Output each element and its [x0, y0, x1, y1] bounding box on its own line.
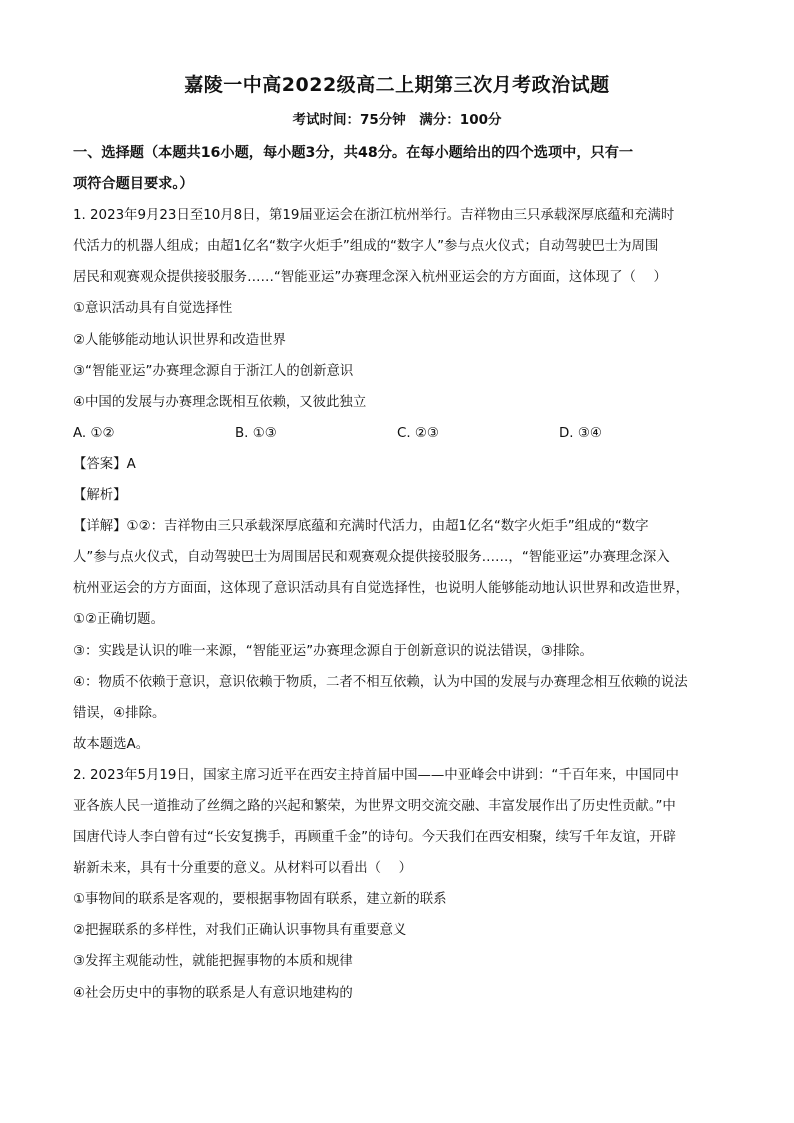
q2-item: ④社会历史中的事物的联系是人有意识地建构的 [73, 985, 353, 1001]
question-1 [73, 200, 723, 760]
q1-detail-line: 杭州亚运会的方方面面，这体现了意识活动具有自觉选择性，也说明人能够能动地认识世界和改造世界， [73, 581, 689, 597]
q1-detail-line: 人”参与点火仪式，自动驾驶巴士为周围居民和观赛观众提供接驳服务……，“智能亚运”办赛理念深入 [73, 550, 670, 566]
q2-item: ①事物间的联系是客观的，要根据事物固有联系，建立新的联系 [73, 892, 447, 908]
q1-stem-line: 1. 2023年9月23日至10月8日，第19届亚运会在浙江杭州举行。吉祥物由三只承载深厚底蕴和充满时 [73, 208, 675, 224]
section-heading-line-2: 项符合题目要求。） [73, 176, 194, 193]
q1-stem-line: 代活力的机器人组成；由超1亿名“数字火炬手”组成的“数字人”参与点火仪式；自动驾驶巴士为周围 [73, 239, 659, 255]
question-2 [73, 760, 723, 1009]
q2-item: ②把握联系的多样性，对我们正确认识事物具有重要意义 [73, 923, 407, 939]
q2-stem-line: 亚各族人民一道推动了丝绸之路的兴起和繁荣，为世界文明交流交融、丰富发展作出了历史性贡献。”中 [73, 798, 676, 814]
answer-label: 【答案】 [73, 456, 127, 472]
q1-detail-line: 错误，④排除。 [73, 705, 166, 721]
section-heading-line-1: 一、选择题（本题共16小题，每小题3分，共48分。在每小题给出的四个选项中，只有一 [73, 145, 634, 161]
q1-detail-line: ③：实践是认识的唯一来源，“智能亚运”办赛理念源自于创新意识的说法错误，③排除。 [73, 643, 593, 659]
q1-options [73, 418, 723, 449]
q1-analysis-label: 【解析】 [73, 488, 127, 504]
q1-item: ③“智能亚运”办赛理念源自于浙江人的创新意识 [73, 363, 354, 379]
q1-item: ④中国的发展与办赛理念既相互依赖，又彼此独立 [73, 394, 367, 410]
q1-option-a: A. ①② [73, 425, 115, 441]
q1-item: ①意识活动具有自觉选择性 [73, 301, 233, 317]
q1-answer [73, 449, 723, 480]
q1-option-d: D. ③④ [559, 425, 602, 441]
q1-option-c: C. ②③ [397, 425, 439, 441]
exam-info: 考试时间：75分钟 满分：100分 [292, 112, 502, 128]
q1-stem-line: 居民和观赛观众提供接驳服务……“智能亚运”办赛理念深入杭州亚运会的方方面面，这体现了（ ） [73, 270, 667, 286]
answer-value: A [126, 456, 136, 472]
q2-stem-line: 崭新未来，具有十分重要的意义。从材料可以看出（ ） [73, 861, 413, 877]
q2-item: ③发挥主观能动性，就能把握事物的本质和规律 [73, 954, 353, 970]
q1-detail-line: 故本题选A。 [73, 736, 150, 752]
q1-item: ②人能够能动地认识世界和改造世界 [73, 332, 286, 348]
q1-detail-line: 【详解】①②：吉祥物由三只承载深厚底蕴和充满时代活力，由超1亿名“数字火炬手”组成的“数字 [73, 519, 649, 535]
q1-option-b: B. ①③ [235, 425, 277, 441]
q1-detail-line: ①②正确切题。 [73, 612, 164, 628]
q2-stem-line: 2. 2023年5月19日，国家主席习近平在西安主持首届中国——中亚峰会中讲到：“千百年来，中国同中 [73, 767, 679, 783]
q1-detail-line: ④：物质不依赖于意识，意识依赖于物质，二者不相互依赖，认为中国的发展与办赛理念相互依赖的说法 [73, 674, 688, 690]
q2-stem-line: 国唐代诗人李白曾有过“长安复携手，再顾重千金”的诗句。今天我们在西安相聚，续写千年友谊，开辟 [73, 830, 677, 846]
exam-content [73, 138, 723, 1009]
page-title: 嘉陵一中高2022级高二上期第三次月考政治试题 [184, 74, 610, 96]
